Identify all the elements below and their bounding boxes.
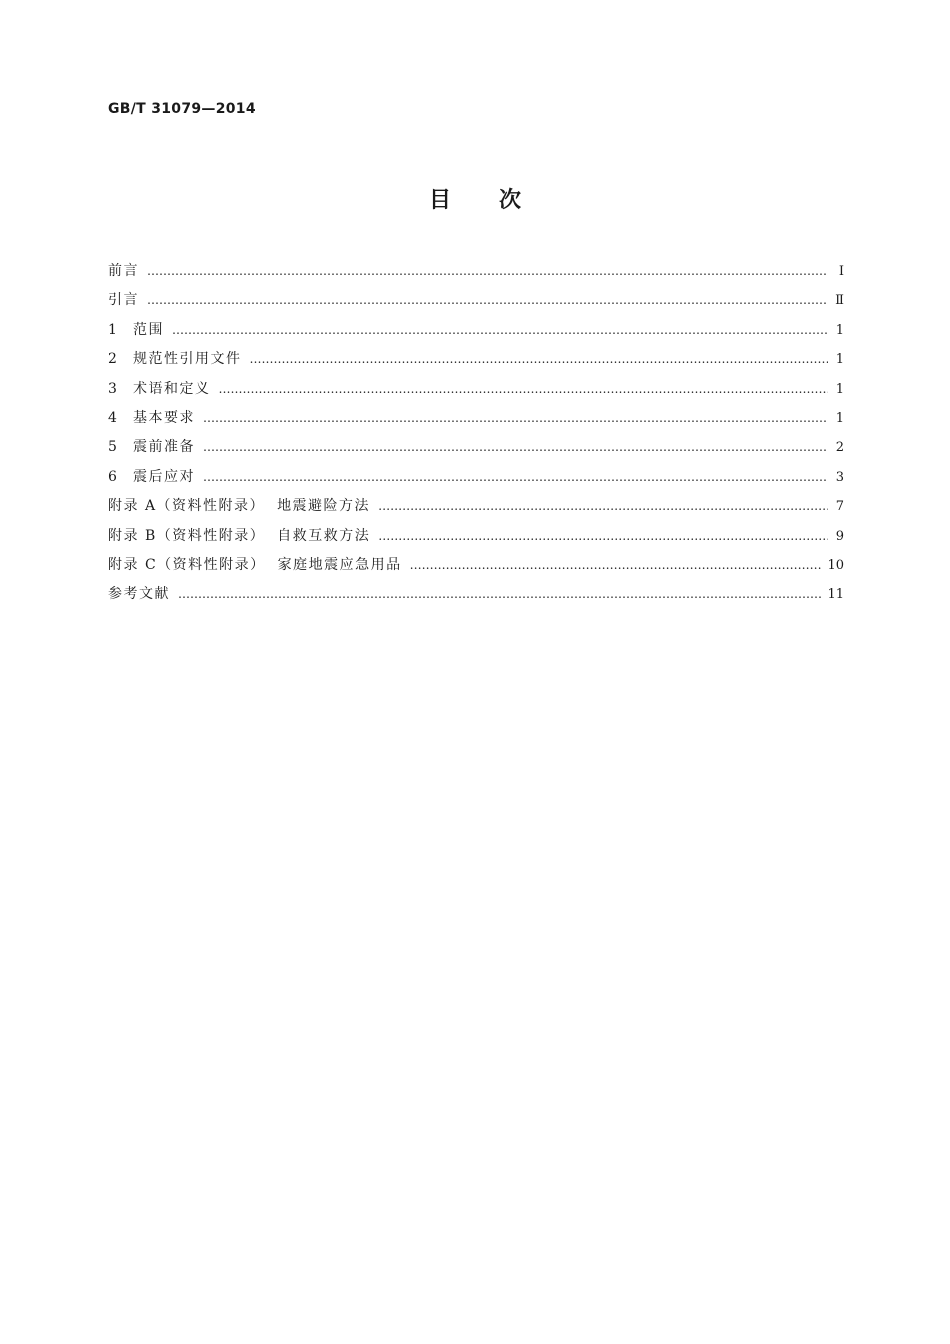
toc-entry-number: 1 xyxy=(108,321,117,338)
toc-entry-foreword[interactable] xyxy=(108,259,844,288)
toc-entry-number: 3 xyxy=(108,380,117,397)
toc-entry-label xyxy=(108,553,402,577)
toc-entry-page: 1 xyxy=(835,352,844,368)
toc-leader-dots xyxy=(378,524,828,548)
toc-title xyxy=(0,183,950,214)
toc-title-char-1: 目 xyxy=(428,188,451,213)
toc-entry-page: 10 xyxy=(827,557,844,573)
toc-entry-appendix-a[interactable] xyxy=(108,494,844,523)
toc-leader-dots xyxy=(147,288,828,312)
toc-leader-dots xyxy=(378,494,828,518)
toc-entry-page: Ⅰ xyxy=(838,264,844,279)
toc-entry-label xyxy=(108,524,370,548)
toc-entry-bibliography[interactable] xyxy=(108,582,844,611)
toc-entry-label: 范围 xyxy=(133,321,164,338)
appendix-label: 附录 B（资料性附录） xyxy=(108,527,266,544)
toc-entry-appendix-b[interactable] xyxy=(108,524,844,553)
toc-entry-basic-requirements[interactable] xyxy=(108,406,844,435)
toc-entry-label: 震前准备 xyxy=(133,439,195,456)
toc-leader-dots xyxy=(172,318,828,342)
toc-entry-page: 3 xyxy=(835,469,844,485)
toc-entry-label: 前言 xyxy=(108,263,139,279)
toc-entry-scope[interactable] xyxy=(108,318,844,347)
toc-entry-label: 规范性引用文件 xyxy=(133,351,242,368)
toc-leader-dots xyxy=(178,582,821,606)
document-code: GB/T 31079—2014 xyxy=(108,101,256,117)
toc-entry-page: 11 xyxy=(827,587,844,603)
appendix-label: 附录 A（资料性附录） xyxy=(108,498,266,515)
toc-entry-page: 9 xyxy=(835,528,844,544)
toc-leader-dots xyxy=(147,259,828,283)
appendix-title: 自救互救方法 xyxy=(277,527,371,544)
toc-entry-pre-earthquake-preparation[interactable] xyxy=(108,435,844,464)
toc-entry-number: 2 xyxy=(108,351,117,368)
toc-entry-post-earthquake-response[interactable] xyxy=(108,465,844,494)
toc-entry-number: 5 xyxy=(108,439,117,456)
toc-entry-page: 2 xyxy=(835,440,844,456)
toc-entry-number: 4 xyxy=(108,409,117,426)
toc-leader-dots xyxy=(219,377,829,401)
toc-leader-dots xyxy=(203,465,828,489)
toc-leader-dots xyxy=(203,406,828,430)
toc-leader-dots xyxy=(203,435,828,459)
toc-title-char-2: 次 xyxy=(499,188,522,213)
toc-entry-label: 术语和定义 xyxy=(133,380,211,397)
toc-entry-page: 1 xyxy=(835,322,844,338)
toc-leader-dots xyxy=(410,553,822,577)
toc-entry-terms-definitions[interactable] xyxy=(108,377,844,406)
toc-entry-page: 7 xyxy=(835,499,844,515)
toc-entry-label: 震后应对 xyxy=(133,468,195,485)
toc-entry-introduction[interactable] xyxy=(108,288,844,317)
toc-entry-label: 参考文献 xyxy=(108,586,170,603)
toc-entry-normative-references[interactable] xyxy=(108,347,844,376)
toc-entry-number: 6 xyxy=(108,468,117,485)
toc-entry-page: Ⅱ xyxy=(835,293,844,309)
toc-entry-page: 1 xyxy=(835,410,844,426)
toc-entry-label xyxy=(108,494,370,518)
appendix-title: 地震避险方法 xyxy=(277,498,371,515)
toc-entry-appendix-c[interactable] xyxy=(108,553,844,582)
toc-entry-label: 引言 xyxy=(108,292,139,309)
toc-entry-label: 基本要求 xyxy=(133,409,195,426)
toc-entry-page: 1 xyxy=(835,381,844,397)
toc-list xyxy=(108,259,844,612)
appendix-title: 家庭地震应急用品 xyxy=(277,556,402,573)
toc-leader-dots xyxy=(250,347,829,371)
appendix-label: 附录 C（资料性附录） xyxy=(108,556,266,573)
